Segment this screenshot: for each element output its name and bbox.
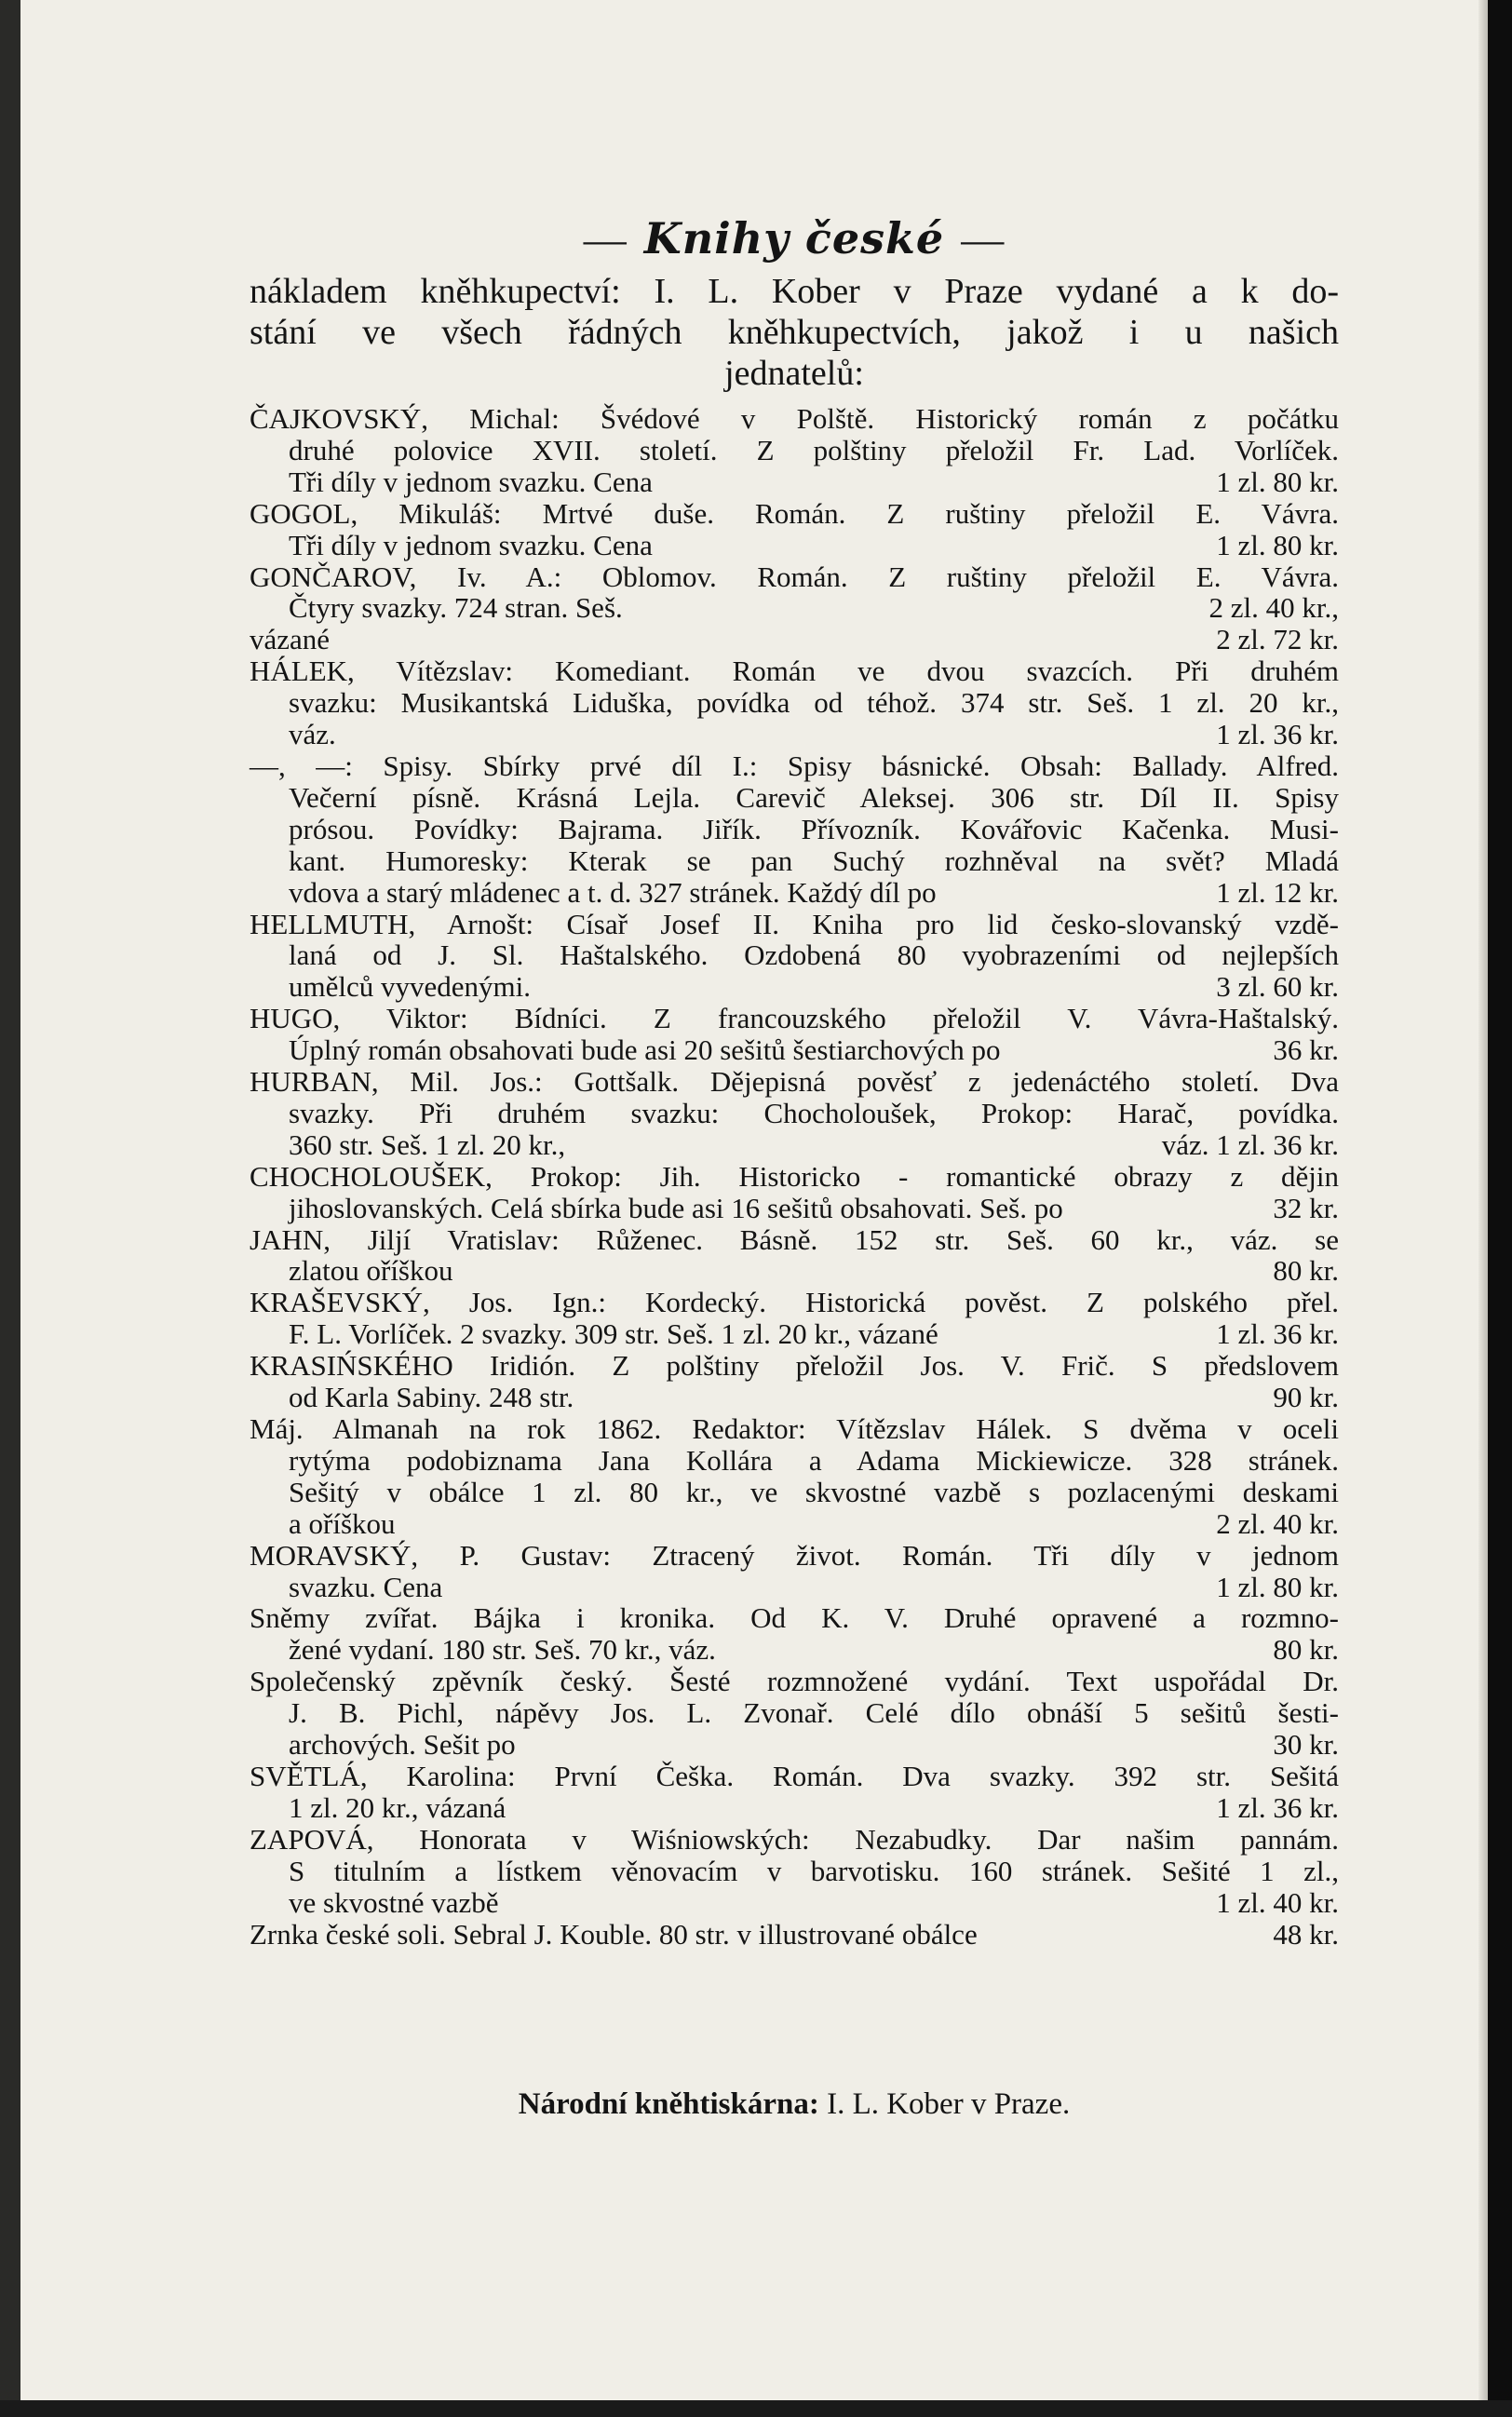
entry-first-line <box>250 624 1339 655</box>
entry-text: Zrnka české soli. Sebral J. Kouble. 80 str. v illustrované obálce <box>250 1917 978 1951</box>
entry-line <box>250 1129 1339 1161</box>
heading-title: Knihy české <box>643 213 945 263</box>
book-entry <box>250 561 1339 625</box>
entry-price: 2 zl. 40 kr., <box>1208 591 1339 625</box>
entry-text: svazku. Cena <box>289 1570 443 1603</box>
entry-line <box>250 1034 1339 1066</box>
entry-price: 36 kr. <box>1273 1033 1339 1067</box>
entry-line: Večerní písně. Krásná Lejla. Carevič Aleksej. 306 str. Díl II. Spisy <box>289 780 1339 814</box>
intro-text <box>250 271 1339 353</box>
entry-text: ve skvostné vazbě <box>289 1885 499 1919</box>
book-entry <box>250 1540 1339 1603</box>
entry-line <box>250 1193 1339 1224</box>
entry-price: 2 zl. 40 kr. <box>1216 1506 1339 1540</box>
entry-price: 1 zl. 36 kr. <box>1216 1317 1339 1351</box>
entry-price: 80 kr. <box>1273 1633 1339 1667</box>
entry-first-line: GOGOL, Mikuláš: Mrtvé duše. Román. Z ruštiny přeložil E. Vávra. <box>250 496 1339 530</box>
entry-price: 32 kr. <box>1273 1191 1339 1224</box>
entry-line <box>250 1729 1339 1761</box>
entry-text: F. L. Vorlíček. 2 svazky. 309 str. Seš. 1 zl. 20 kr., vázané <box>289 1317 938 1351</box>
entry-price: 1 zl. 80 kr. <box>1216 1570 1339 1603</box>
entry-text: a oříškou <box>289 1506 396 1540</box>
entry-line <box>250 1508 1339 1540</box>
scan-edge-right <box>1488 0 1512 2417</box>
heading-dash-right: — <box>961 215 1006 263</box>
book-entry <box>250 1919 1339 1951</box>
book-entry <box>250 1824 1339 1919</box>
book-entry <box>250 1003 1339 1066</box>
book-entry <box>250 909 1339 1004</box>
book-entry <box>250 750 1339 909</box>
book-entry <box>250 1224 1339 1288</box>
entry-line <box>250 1572 1339 1603</box>
entry-line <box>250 971 1339 1003</box>
entry-first-line: SVĚTLÁ, Karolina: První Češka. Román. Dva svazky. 392 str. Sešitá <box>250 1759 1339 1792</box>
entry-text: Čtyry svazky. 724 stran. Seš. <box>289 591 623 625</box>
entry-line <box>250 1318 1339 1350</box>
entry-first-line: HUGO, Viktor: Bídníci. Z francouzského přeložil V. Vávra-Haštalský. <box>250 1002 1339 1035</box>
book-entry <box>250 1602 1339 1666</box>
entry-line <box>250 1887 1339 1919</box>
book-entry <box>250 498 1339 561</box>
entry-first-line: JAHN, Jiljí Vratislav: Růženec. Básně. 152 str. Seš. 60 kr., váz. se <box>250 1222 1339 1256</box>
entry-text: umělců vyvedenými. <box>289 970 531 1004</box>
book-entry <box>250 1287 1339 1350</box>
entry-text: 1 zl. 20 kr., vázaná <box>289 1790 506 1824</box>
catalog-page <box>250 210 1339 1950</box>
entry-price: 1 zl. 36 kr. <box>1216 1790 1339 1824</box>
book-entry <box>250 1066 1339 1161</box>
entry-line: svazky. Při druhém svazku: Chocholoušek, Prokop: Harač, povídka. <box>289 1096 1339 1129</box>
entry-text: od Karla Sabiny. 248 str. <box>289 1381 574 1414</box>
entry-text: 360 str. Seš. 1 zl. 20 kr., <box>289 1127 566 1161</box>
entry-line: S titulním a lístkem věnovacím v barvotisku. 160 stránek. Sešité 1 zl., <box>289 1854 1339 1887</box>
entry-text: žené vydaní. 180 str. Seš. 70 kr., váz. <box>289 1633 716 1667</box>
entry-first-line: HÁLEK, Vítězslav: Komediant. Román ve dvou svazcích. Při druhém <box>250 655 1339 688</box>
book-entry <box>250 655 1339 750</box>
entry-line: prósou. Povídky: Bajrama. Jiřík. Přívozník. Kovářovic Kačenka. Musi- <box>289 812 1339 845</box>
book-entry <box>250 624 1339 655</box>
entry-text: vázané <box>250 623 331 656</box>
entry-first-line: Máj. Almanah na rok 1862. Redaktor: Vítězslav Hálek. S dvěma v oceli <box>250 1412 1339 1445</box>
entry-price: 1 zl. 80 kr. <box>1216 465 1339 498</box>
book-list <box>250 403 1339 1950</box>
entry-price: 1 zl. 40 kr. <box>1216 1885 1339 1919</box>
book-entry <box>250 1761 1339 1824</box>
entry-first-line: —, —: Spisy. Sbírky prvé díl I.: Spisy básnické. Obsah: Ballady. Alfred. <box>250 749 1339 782</box>
book-entry <box>250 1161 1339 1224</box>
entry-line: rytýma podobiznama Jana Kollára a Adama Mickiewicze. 328 stránek. <box>289 1443 1339 1477</box>
entry-line <box>250 1792 1339 1824</box>
entry-first-line: HURBAN, Mil. Jos.: Gottšalk. Dějepisná pověsť z jedenáctého století. Dva <box>250 1065 1339 1099</box>
entry-first-line: GONČAROV, Iv. A.: Oblomov. Román. Z ruštiny přeložil E. Vávra. <box>250 560 1339 593</box>
entry-text: Úplný román obsahovati bude asi 20 sešitů šestiarchových po <box>289 1033 1001 1067</box>
book-entry <box>250 403 1339 498</box>
entry-line <box>250 592 1339 624</box>
entry-line <box>250 530 1339 561</box>
entry-line: druhé polovice XVII. století. Z polštiny přeložil Fr. Lad. Vorlíček. <box>289 433 1339 466</box>
entry-line <box>250 1255 1339 1287</box>
entry-price: 3 zl. 60 kr. <box>1216 970 1339 1004</box>
entry-price: 1 zl. 12 kr. <box>1216 875 1339 909</box>
book-entry <box>250 1413 1339 1540</box>
entry-line <box>250 719 1339 750</box>
entry-text: archových. Sešit po <box>289 1728 516 1762</box>
entry-line: J. B. Pichl, nápěvy Jos. L. Zvonař. Celé dílo obnáší 5 sešitů šesti- <box>289 1696 1339 1730</box>
entry-line: laná od J. Sl. Haštalského. Ozdobená 80 vyobrazeními od nejlepších <box>289 938 1339 972</box>
book-entry <box>250 1350 1339 1413</box>
entry-text: Tři díly v jednom svazku. Cena <box>289 528 653 561</box>
entry-line <box>250 466 1339 498</box>
scan-edge-bottom <box>0 2400 1512 2417</box>
entry-price: 1 zl. 80 kr. <box>1216 528 1339 561</box>
book-entry <box>250 1666 1339 1761</box>
scan-edge-left <box>0 0 20 2417</box>
printer-name: I. L. Kober v Praze. <box>827 2087 1071 2121</box>
entry-line <box>250 1382 1339 1413</box>
entry-line: svazku: Musikantská Liduška, povídka od téhož. 374 str. Seš. 1 zl. 20 kr., <box>289 686 1339 720</box>
intro-line: jednatelů: <box>724 354 864 393</box>
entry-price: 2 zl. 72 kr. <box>1216 623 1339 656</box>
entry-first-line: ČAJKOVSKÝ, Michal: Švédové v Polště. Historický román z počátku <box>250 402 1339 435</box>
entry-line <box>250 1634 1339 1666</box>
entry-price: 90 kr. <box>1273 1381 1339 1414</box>
entry-price: 30 kr. <box>1273 1728 1339 1762</box>
entry-first-line: ZAPOVÁ, Honorata v Wiśniowských: Nezabudky. Dar našim pannám. <box>250 1822 1339 1856</box>
entry-text: váz. <box>289 718 336 751</box>
page-fold-shadow <box>1478 0 1488 2417</box>
entry-text: Tři díly v jednom svazku. Cena <box>289 465 653 498</box>
intro-line: nákladem kněhkupectví: I. L. Kober v Praze vydané a k do- <box>250 272 1339 311</box>
printer-imprint <box>250 2086 1339 2123</box>
entry-line: Sešitý v obálce 1 zl. 80 kr., ve skvostné vazbě s pozlacenými deskami <box>289 1475 1339 1508</box>
page-heading <box>250 210 1339 267</box>
entry-price: váz. 1 zl. 36 kr. <box>1161 1127 1339 1161</box>
entry-first-line: MORAVSKÝ, P. Gustav: Ztracený život. Román. Tři díly v jednom <box>250 1538 1339 1572</box>
entry-price: 1 zl. 36 kr. <box>1216 718 1339 751</box>
intro-line: stání ve všech řádných kněhkupectvích, jakož i u našich <box>250 313 1339 352</box>
entry-first-line: KRASIŃSKÉHO Iridión. Z polštiny přeložil Jos. V. Frič. S předslovem <box>250 1349 1339 1383</box>
entry-text: vdova a starý mládenec a t. d. 327 stránek. Každý díl po <box>289 875 937 909</box>
entry-first-line <box>250 1919 1339 1951</box>
printer-label: Národní kněhtiskárna: <box>518 2087 819 2121</box>
entry-line <box>250 877 1339 909</box>
entry-first-line: HELLMUTH, Arnošt: Císař Josef II. Kniha pro lid česko-slovanský vzdě- <box>250 907 1339 940</box>
heading-dash-left: — <box>583 215 628 263</box>
entry-price: 80 kr. <box>1273 1254 1339 1288</box>
entry-text: zlatou oříškou <box>289 1254 453 1288</box>
entry-text: jihoslovanských. Celá sbírka bude asi 16 sešitů obsahovati. Seš. po <box>289 1191 1063 1224</box>
entry-first-line: CHOCHOLOUŠEK, Prokop: Jih. Historicko - romantické obrazy z dějin <box>250 1159 1339 1193</box>
entry-first-line: Sněmy zvířat. Bájka i kronika. Od K. V. Druhé opravené a rozmno- <box>250 1601 1339 1635</box>
entry-line: kant. Humoresky: Kterak se pan Suchý rozhněval na svět? Mladá <box>289 844 1339 877</box>
entry-first-line: Společenský zpěvník český. Šesté rozmnožené vydání. Text uspořádal Dr. <box>250 1665 1339 1698</box>
entry-price: 48 kr. <box>1273 1917 1339 1951</box>
entry-first-line: KRAŠEVSKÝ, Jos. Ign.: Kordecký. Historická pověst. Z polského přel. <box>250 1286 1339 1319</box>
